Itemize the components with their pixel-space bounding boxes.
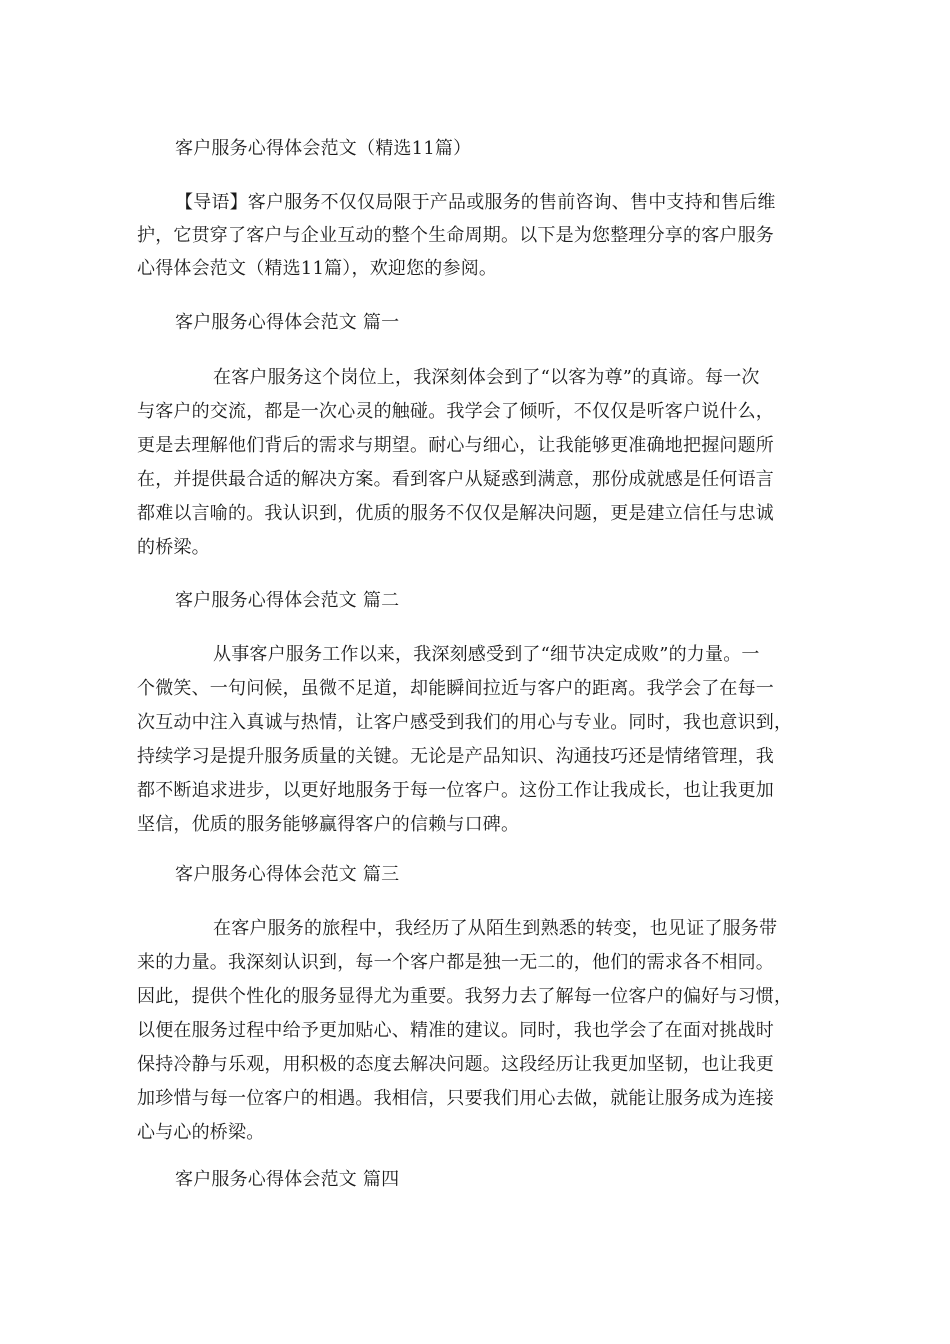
paragraph-line: 以便在服务过程中给予更加贴心、精准的建议。同时，我也学会了在面对挑战时 (137, 1020, 774, 1041)
paragraph-line: 个微笑、一句问候，虽微不足道，却能瞬间拉近与客户的距离。我学会了在每一 (137, 678, 774, 699)
paragraph-line: 都不断追求进步，以更好地服务于每一位客户。这份工作让我成长，也让我更加 (137, 780, 774, 801)
paragraph-line: 的桥梁。 (137, 537, 210, 558)
paragraph-line: 更是去理解他们背后的需求与期望。耐心与细心，让我能够更准确地把握问题所 (137, 435, 774, 456)
document-title: 客户服务心得体会范文（精选11篇） (175, 138, 472, 159)
paragraph-line: 心与心的桥梁。 (137, 1122, 265, 1143)
paragraph-line: 加珍惜与每一位客户的相遇。我相信，只要我们用心去做，就能让服务成为连接 (137, 1088, 774, 1109)
paragraph-line: 持续学习是提升服务质量的关键。无论是产品知识、沟通技巧还是情绪管理，我 (137, 746, 774, 767)
paragraph-line: 在客户服务这个岗位上，我深刻体会到了“以客为尊”的真谛。每一次 (213, 367, 760, 388)
paragraph-line: 从事客户服务工作以来，我深刻感受到了“细节决定成败”的力量。一 (213, 644, 760, 665)
paragraph-line: 都难以言喻的。我认识到，优质的服务不仅仅是解决问题，更是建立信任与忠诚 (137, 503, 774, 524)
paragraph-line: 在客户服务的旅程中，我经历了从陌生到熟悉的转变，也见证了服务带 (213, 918, 778, 939)
paragraph-line: 因此，提供个性化的服务显得尤为重要。我努力去了解每一位客户的偏好与习惯， (137, 986, 793, 1007)
paragraph-line: 次互动中注入真诚与热情，让客户感受到我们的用心与专业。同时，我也意识到， (137, 712, 793, 733)
section-heading: 客户服务心得体会范文 篇四 (175, 1169, 400, 1190)
intro-line: 【导语】客户服务不仅仅局限于产品或服务的售前咨询、售中支持和售后维 (175, 192, 776, 213)
intro-line: 心得体会范文（精选11篇），欢迎您的参阅。 (137, 258, 498, 279)
section-heading: 客户服务心得体会范文 篇三 (175, 864, 400, 885)
section-heading: 客户服务心得体会范文 篇一 (175, 312, 400, 333)
paragraph-line: 在，并提供最合适的解决方案。看到客户从疑惑到满意，那份成就感是任何语言 (137, 469, 774, 490)
section-heading: 客户服务心得体会范文 篇二 (175, 590, 400, 611)
paragraph-line: 保持冷静与乐观，用积极的态度去解决问题。这段经历让我更加坚韧，也让我更 (137, 1054, 774, 1075)
paragraph-line: 与客户的交流，都是一次心灵的触碰。我学会了倾听，不仅仅是听客户说什么， (137, 401, 774, 422)
intro-line: 护，它贯穿了客户与企业互动的整个生命周期。以下是为您整理分享的客户服务 (137, 225, 774, 246)
paragraph-line: 来的力量。我深刻认识到，每一个客户都是独一无二的，他们的需求各不相同。 (137, 952, 774, 973)
paragraph-line: 坚信，优质的服务能够赢得客户的信赖与口碑。 (137, 814, 520, 835)
